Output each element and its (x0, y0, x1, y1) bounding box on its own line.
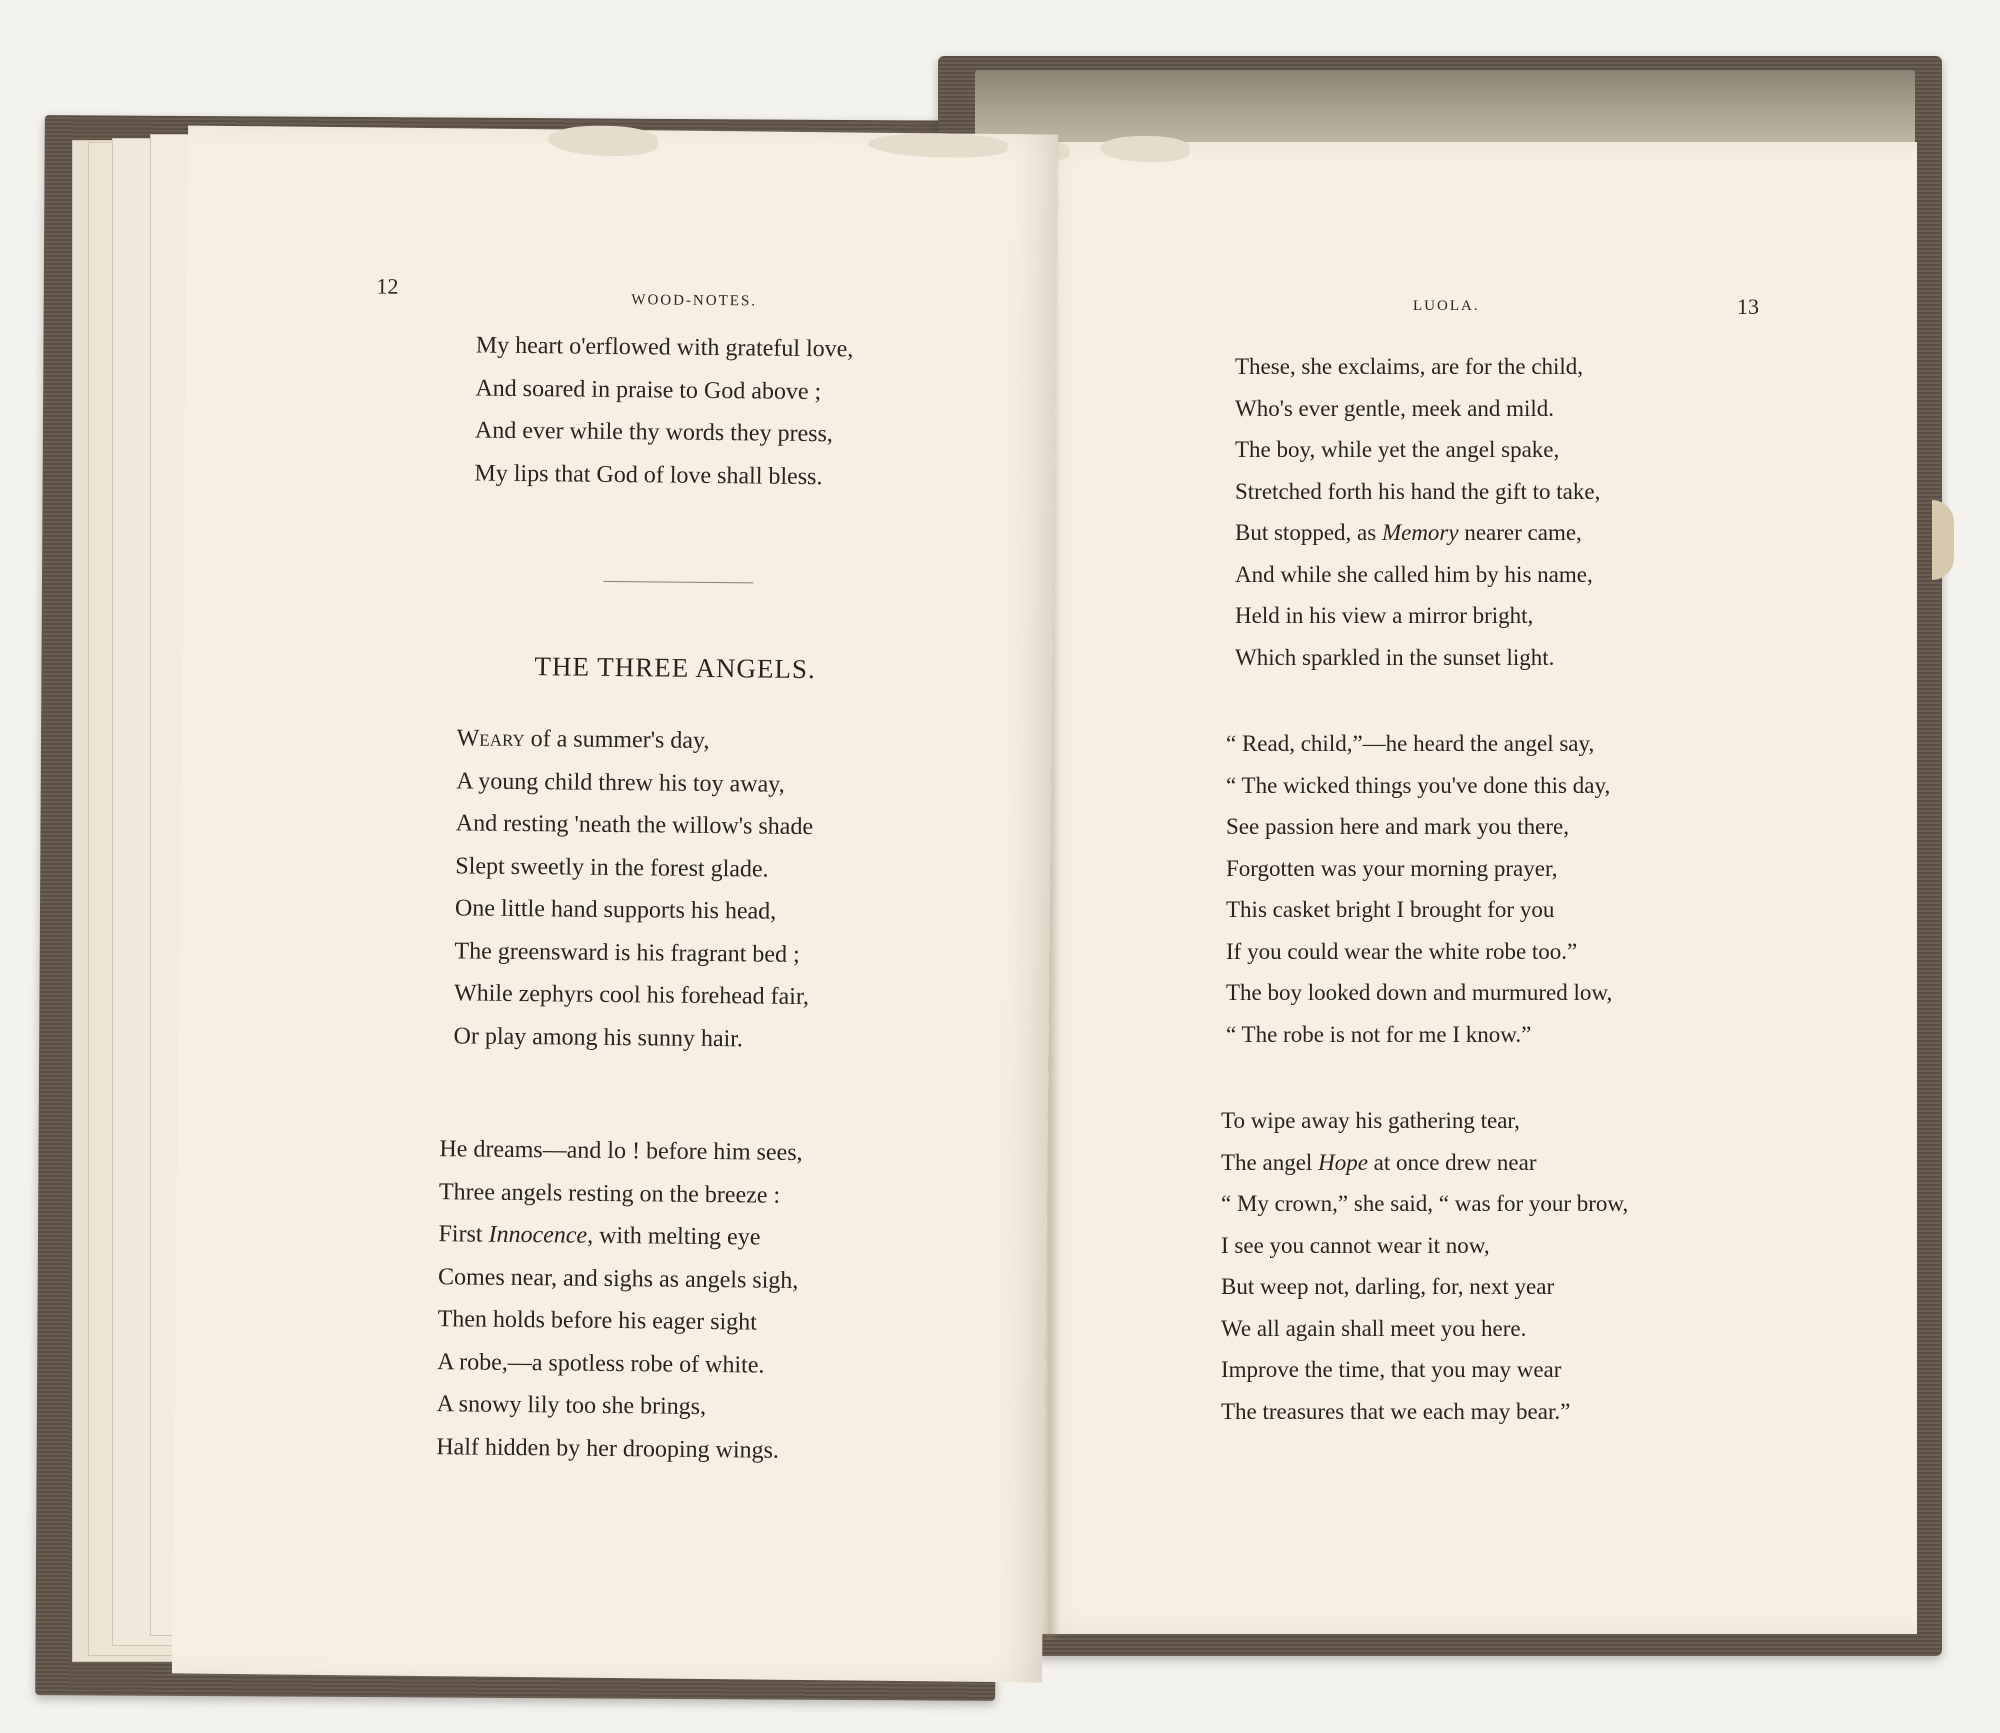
verse-line: “ My crown,” she said, “ was for your brow, (1221, 1191, 1629, 1216)
verse-line: Then holds before his eager sight (437, 1306, 758, 1336)
verse-line: The treasures that we each may bear.” (1221, 1398, 1571, 1424)
verse-line (438, 1213, 802, 1259)
verse-text: at once drew near (1367, 1149, 1537, 1175)
stanza (1221, 1100, 1628, 1432)
page-number: 12 (376, 273, 399, 299)
verse-line: “ The robe is not for me I know.” (1226, 1021, 1532, 1047)
verse-text: First (438, 1221, 489, 1248)
verse-line: Forgotten was your morning prayer, (1226, 855, 1558, 881)
verse-line: Or play among his sunny hair. (453, 1022, 744, 1052)
paper-tear (548, 125, 658, 156)
verse-line: And while she called him by his name, (1235, 561, 1593, 587)
verse-line (1235, 512, 1600, 554)
right-page (1030, 142, 1917, 1634)
page-number: 13 (1737, 294, 1759, 319)
verse-line: Who's ever gentle, meek and mild. (1235, 395, 1555, 421)
verse-line: If you could wear the white robe too.” (1226, 938, 1578, 964)
verse-line: My heart o'erflowed with grateful love, (475, 332, 854, 363)
verse-line: And soared in praise to God above ; (475, 375, 822, 405)
verse-line: Improve the time, that you may wear (1221, 1357, 1562, 1382)
verse-line: Slept sweetly in the forest glade. (455, 852, 769, 883)
verse-line: One little hand supports his head, (454, 895, 777, 925)
emphasis: Innocence (488, 1221, 588, 1249)
emphasis: Memory (1381, 520, 1459, 545)
paper-tear (1100, 136, 1190, 162)
section-divider (603, 581, 753, 584)
stanza (474, 325, 853, 499)
verse-line: A robe,—a spotless robe of white. (437, 1348, 765, 1379)
verse-line: And resting 'neath the willow's shade (455, 810, 814, 841)
verse-line: And ever while thy words they press, (474, 417, 834, 448)
verse-line: Comes near, and sighs as angels sigh, (437, 1263, 799, 1294)
paper-tear (868, 133, 1008, 158)
verse-line: These, she exclaims, are for the child, (1235, 354, 1584, 379)
verse-line: My lips that God of love shall bless. (474, 460, 823, 490)
stanza (453, 717, 814, 1061)
verse-line: Which sparkled in the sunset light. (1235, 644, 1555, 670)
drop-word: Weary (456, 725, 525, 753)
verse-line: While zephyrs cool his forehead fair, (453, 980, 810, 1011)
verse-line: I see you cannot wear it now, (1221, 1232, 1490, 1258)
verse-line: A young child threw his toy away, (456, 767, 785, 798)
verse-text: , with melting eye (587, 1222, 761, 1251)
verse-line: “ Read, child,”—he heard the angel say, (1226, 731, 1595, 756)
running-head: WOOD-NOTES. (631, 292, 758, 310)
emphasis: Hope (1318, 1149, 1368, 1175)
verse-line (457, 717, 815, 763)
poem-title: THE THREE ANGELS. (534, 651, 816, 685)
verse-line (1221, 1142, 1628, 1184)
verse-line: Stretched forth his hand the gift to take, (1235, 478, 1601, 504)
verse-line: The boy, while yet the angel spake, (1235, 437, 1560, 462)
verse-text: nearer came, (1458, 520, 1582, 545)
verse-text: But stopped, as (1235, 520, 1382, 545)
verse-line: See passion here and mark you there, (1226, 814, 1569, 839)
stanza (436, 1128, 803, 1472)
left-page (172, 125, 1058, 1682)
verse-line: Half hidden by her drooping wings. (436, 1433, 780, 1464)
verse-line: The greensward is his fragrant bed ; (454, 937, 800, 968)
running-head: LUOLA. (1413, 298, 1480, 314)
verse-line: But weep not, darling, for, next year (1221, 1274, 1555, 1299)
page-tab-mark (1932, 500, 1954, 580)
verse-line: We all again shall meet you here. (1221, 1315, 1527, 1341)
verse-line: Held in his view a mirror bright, (1235, 603, 1534, 628)
verse-line: A snowy lily too she brings, (436, 1391, 707, 1420)
verse-line: To wipe away his gathering tear, (1221, 1108, 1520, 1133)
stanza (1226, 723, 1612, 1055)
verse-line: The boy looked down and murmured low, (1226, 980, 1613, 1005)
verse-line: He dreams—and lo ! before him sees, (439, 1136, 803, 1166)
verse-text: The angel (1221, 1149, 1319, 1175)
verse-text: of a summer's day, (524, 726, 710, 754)
verse-line: Three angels resting on the breeze : (438, 1178, 781, 1209)
verse-line: “ The wicked things you've done this day, (1226, 772, 1611, 798)
verse-line: This casket bright I brought for you (1226, 897, 1555, 922)
stanza (1235, 346, 1600, 678)
